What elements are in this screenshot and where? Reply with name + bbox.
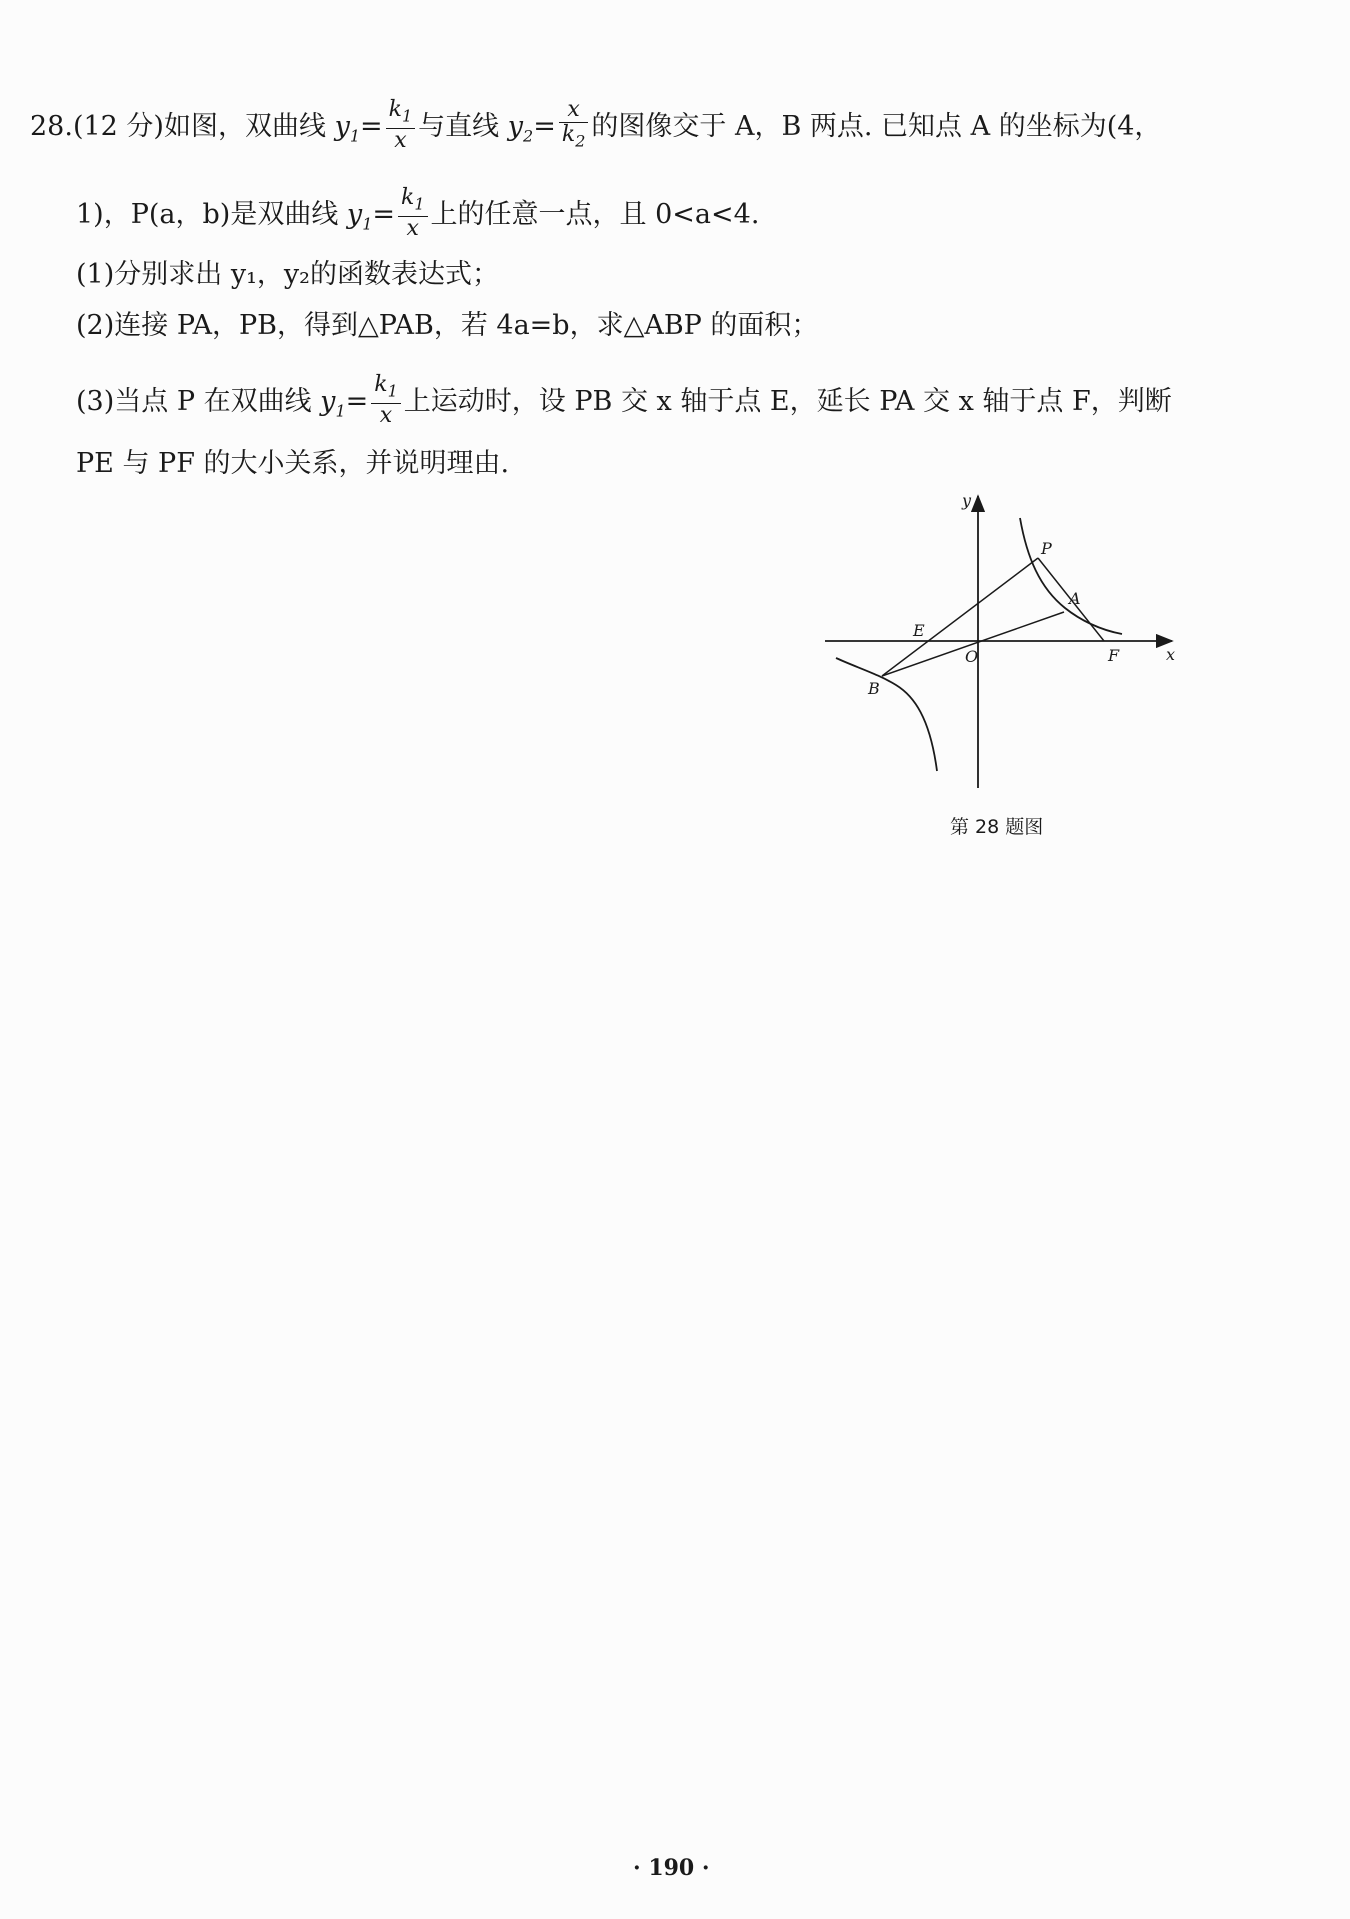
label-x-axis: x [1166, 645, 1176, 664]
page-number: · 190 · [633, 1855, 710, 1881]
line-ab [882, 612, 1064, 676]
part-2: (2)连接 PA，PB，得到△PAB，若 4a=b，求△ABP 的面积； [76, 310, 819, 341]
label-origin: O [965, 647, 979, 666]
equals-sign: = [360, 111, 383, 143]
var-y1: $y_1$ [334, 111, 361, 146]
label-point-a: A [1069, 589, 1081, 608]
problem-number: 28. [30, 111, 73, 143]
problem-text: 1)，P(a，b)是双曲线 [76, 199, 347, 231]
part-3-continued: PE 与 PF 的大小关系，并说明理由. [76, 448, 510, 479]
label-y-axis: y [962, 491, 972, 510]
equals-sign: = [533, 111, 556, 143]
problem-text: 与直线 [418, 111, 508, 143]
problem-line-2 [76, 185, 760, 245]
label-point-p: P [1041, 539, 1052, 558]
problem-text: 上的任意一点，且 0<a<4. [430, 199, 760, 231]
equals-sign: = [372, 199, 395, 231]
part-1: (1)分别求出 y₁，y₂的函数表达式； [76, 259, 499, 290]
var-y1: $y_1$ [346, 199, 373, 234]
var-y1: $y_1$ [320, 386, 346, 421]
problem-line-1 [30, 97, 1162, 157]
figure-svg [820, 488, 1180, 794]
fraction-k1-over-x: $\frac{k_1}{x}$ [386, 98, 416, 153]
fraction-k1-over-x: $\frac{k_1}{x}$ [371, 373, 401, 428]
hyperbola-branch-upper [1020, 518, 1122, 634]
var-y2: $y_2$ [507, 111, 534, 146]
problem-score: (12 分) [72, 111, 164, 143]
figure-caption: 第 28 题图 [950, 816, 1044, 838]
part-3 [76, 372, 1172, 432]
label-point-e: E [913, 621, 925, 640]
equals-sign: = [345, 386, 369, 418]
line-pb [882, 558, 1038, 676]
label-point-f: F [1108, 646, 1120, 665]
figure-hyperbola-line [820, 488, 1180, 794]
problem-text: (3)当点 P 在双曲线 [76, 386, 321, 418]
problem-text: 如图，双曲线 [163, 111, 335, 143]
fraction-x-over-k2: $\frac{x}{k_2}$ [559, 98, 589, 153]
problem-text: 的图像交于 A，B 两点. 已知点 A 的坐标为(4， [591, 111, 1162, 143]
problem-text: 上运动时，设 PB 交 x 轴于点 E，延长 PA 交 x 轴于点 F，判断 [403, 386, 1172, 418]
fraction-k1-over-x: $\frac{k_1}{x}$ [398, 186, 428, 241]
label-point-b: B [868, 679, 880, 698]
